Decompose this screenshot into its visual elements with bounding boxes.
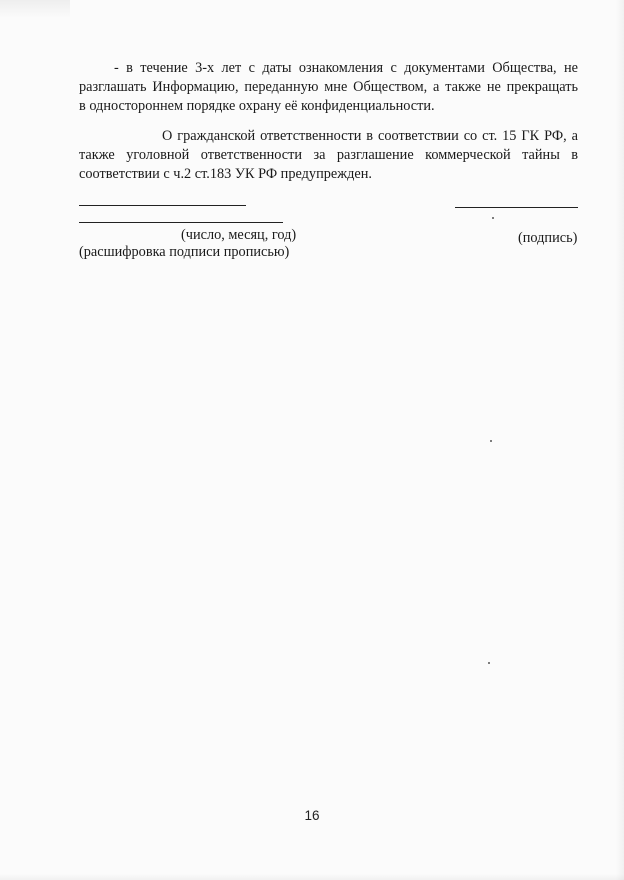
date-signature-line <box>79 205 246 206</box>
paragraph-line: - в течение 3-х лет с даты ознакомления с документами Общества, не <box>114 60 578 76</box>
scan-speck <box>492 217 494 219</box>
page-number: 16 <box>304 808 320 823</box>
signature-caption: (подпись) <box>518 230 578 246</box>
paragraph-line: в одностороннем порядке охрану её конфиденциальности. <box>79 98 435 114</box>
paragraph-line: О гражданской ответственности в соответствии со ст. 15 ГК РФ, а <box>162 128 578 144</box>
scan-speck <box>490 440 492 442</box>
liability-paragraph <box>79 127 578 184</box>
scan-speck <box>488 662 490 664</box>
paragraph-line: соответствии с ч.2 ст.183 УК РФ предупрежден. <box>79 166 372 182</box>
paragraph-line: разглашать Информацию, переданную мне Обществом, а также не прекращать <box>79 79 578 95</box>
signature-line <box>455 207 578 208</box>
scan-artifact-bottom <box>0 874 624 880</box>
paragraph-line: также уголовной ответственности за разглашение коммерческой тайны в <box>79 147 578 163</box>
scan-artifact-top <box>0 0 70 18</box>
date-caption: (число, месяц, год) <box>181 227 297 243</box>
name-decode-signature-line <box>79 222 283 223</box>
scan-artifact-right <box>616 0 624 880</box>
name-decode-caption: (расшифровка подписи прописью) <box>79 244 290 260</box>
confidentiality-paragraph <box>79 59 578 116</box>
